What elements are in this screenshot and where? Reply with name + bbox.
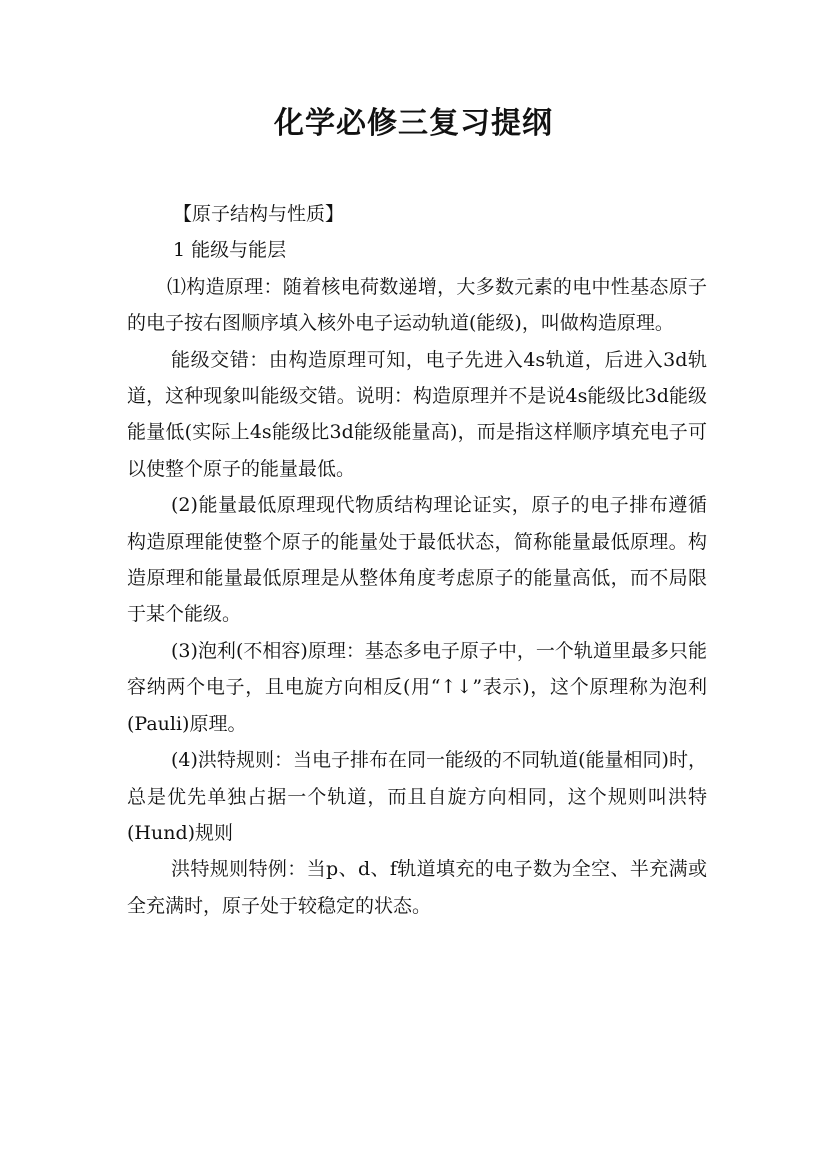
paragraph-hund-rule: (4)洪特规则：当电子排布在同一能级的不同轨道(能量相同)时，总是优先单独占据一个轨道，而且自旋方向相同，这个规则叫洪特(Hund)规则 [127,749,707,844]
paragraph-pauli-principle: (3)泡利(不相容)原理：基态多电子原子中，一个轨道里最多只能容纳两个电子，且电旋方向相反(用“↑↓”表示)，这个原理称为泡利(Pauli)原理。 [127,639,707,735]
section-heading: 【原子结构与性质】 [173,203,345,225]
paragraph-construction-principle: ⑴构造原理：随着核电荷数递增，大多数元素的电中性基态原子的电子按右图顺序填入核外电子运动轨道(能级)，叫做构造原理。 [127,275,707,335]
paragraph-energy-level-crossing: 能级交错：由构造原理可知，电子先进入4s轨道，后进入3d轨道，这种现象叫能级交错。说明：构造原理并不是说4s能级比3d能级能量低(实际上4s能级比3d能级能量高)，而是指这样顺序填充电子可以使整个原子的能量最低。 [127,348,707,480]
subsection-heading: 1 能级与能层 [173,239,287,262]
document-title: 化学必修三复习提纲 [274,106,553,141]
document-body [127,196,707,924]
paragraph-hund-rule-exception: 洪特规则特例：当p、d、f轨道填充的电子数为全空、半充满或全充满时，原子处于较稳定的状态。 [127,858,707,917]
paragraph-lowest-energy-principle: (2)能量最低原理现代物质结构理论证实，原子的电子排布遵循构造原理能使整个原子的能量处于最低状态，简称能量最低原理。构造原理和能量最低原理是从整体角度考虑原子的能量高低，而不局限于某个能级。 [127,494,707,626]
